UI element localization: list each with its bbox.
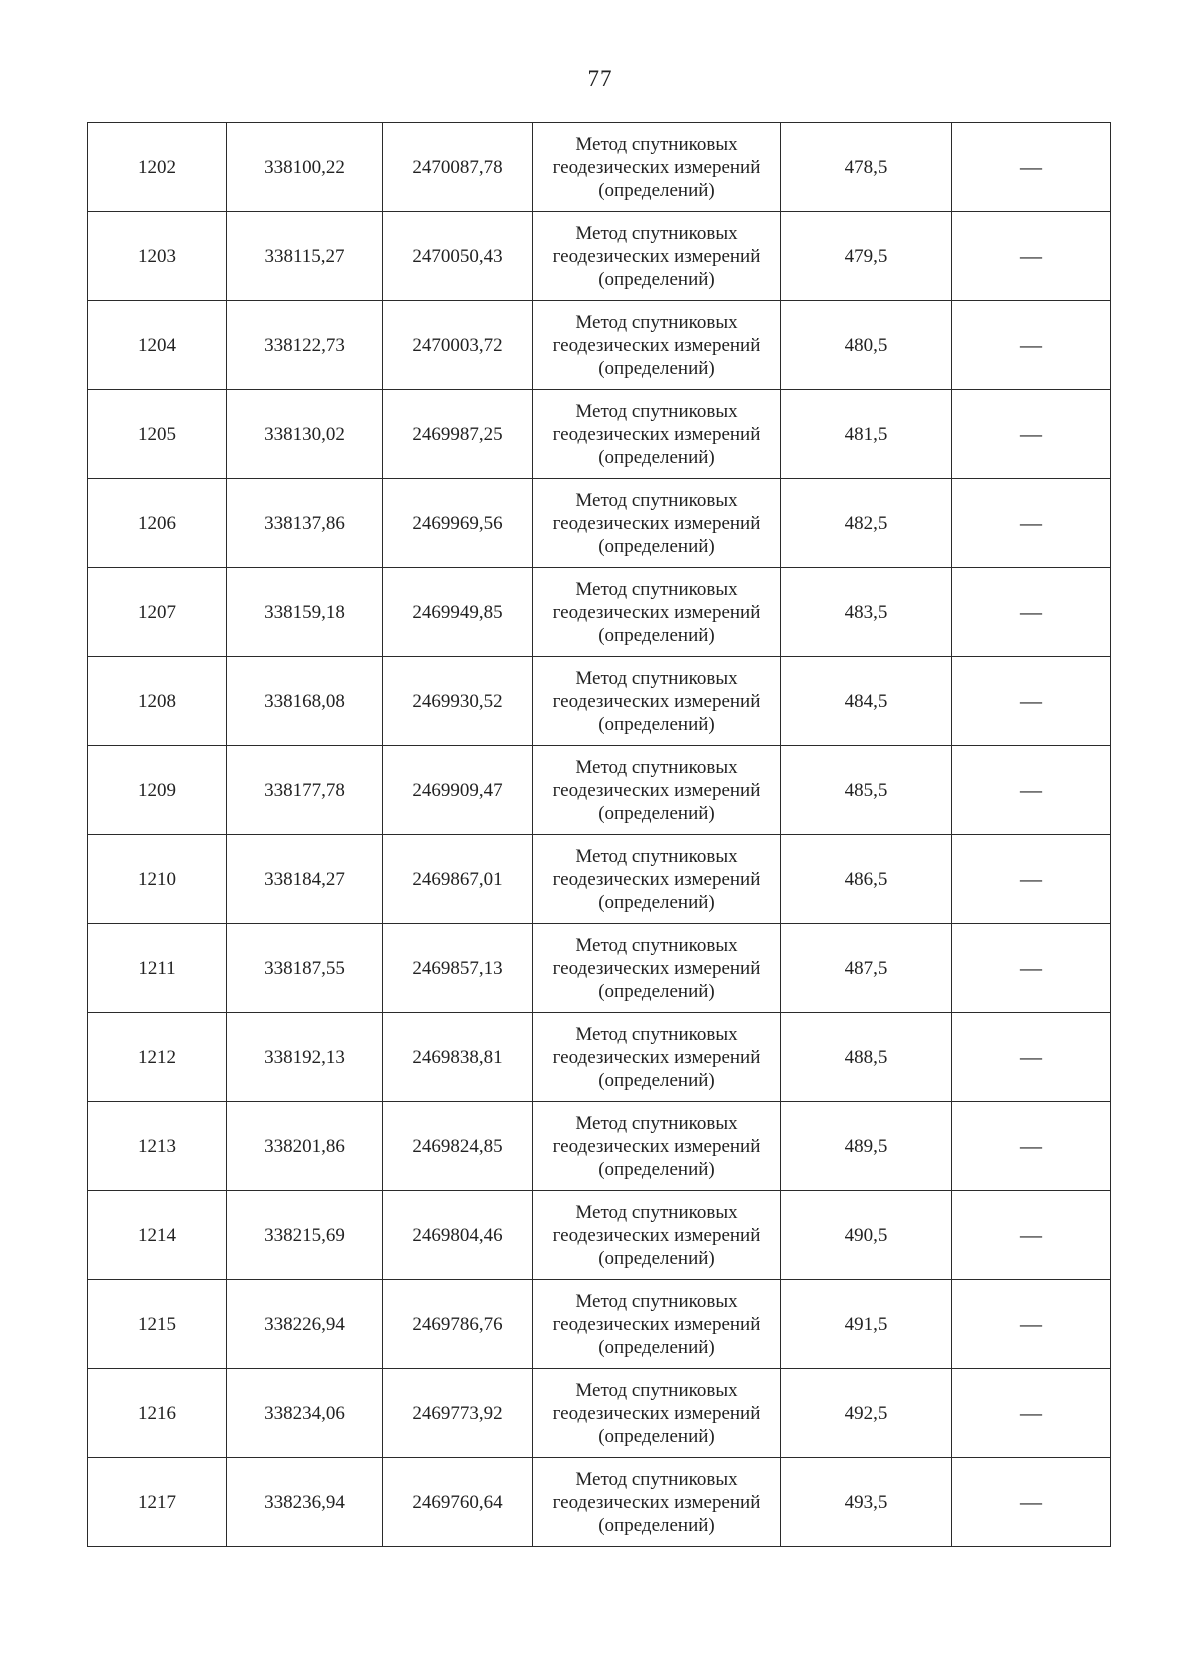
dash-mark: — [1020, 598, 1042, 624]
x-coordinate-cell: 338137,86 [227, 479, 383, 568]
method-cell [533, 1280, 781, 1369]
method-line: Метод спутниковых [575, 1468, 738, 1490]
y-coordinate-cell: 2469909,47 [383, 746, 533, 835]
description-cell [952, 1013, 1111, 1102]
method-line: (определений) [598, 624, 715, 646]
x-coordinate-cell: 338201,86 [227, 1102, 383, 1191]
x-coordinate-cell: 338236,94 [227, 1458, 383, 1547]
method-cell [533, 301, 781, 390]
method-cell [533, 1013, 781, 1102]
accuracy-cell: 487,5 [781, 924, 952, 1013]
table-row [88, 835, 1111, 924]
method-cell [533, 924, 781, 1013]
accuracy-cell: 482,5 [781, 479, 952, 568]
page-number: 77 [587, 66, 613, 91]
dash-mark: — [1020, 954, 1042, 980]
method-line: геодезических измерений [552, 1046, 761, 1068]
description-cell [952, 301, 1111, 390]
method-line: Метод спутниковых [575, 934, 738, 956]
method-line: геодезических измерений [552, 1135, 761, 1157]
accuracy-cell: 479,5 [781, 212, 952, 301]
method-cell [533, 835, 781, 924]
method-line: (определений) [598, 268, 715, 290]
point-number-cell: 1217 [88, 1458, 227, 1547]
y-coordinate-cell: 2469987,25 [383, 390, 533, 479]
y-coordinate-cell: 2469969,56 [383, 479, 533, 568]
y-coordinate-cell: 2469949,85 [383, 568, 533, 657]
method-line: геодезических измерений [552, 1224, 761, 1246]
description-cell [952, 746, 1111, 835]
description-cell [952, 1458, 1111, 1547]
point-number-cell: 1206 [88, 479, 227, 568]
y-coordinate-cell: 2470050,43 [383, 212, 533, 301]
dash-mark: — [1020, 865, 1042, 891]
method-line: Метод спутниковых [575, 845, 738, 867]
table-row [88, 301, 1111, 390]
point-number-cell: 1203 [88, 212, 227, 301]
accuracy-cell: 481,5 [781, 390, 952, 479]
y-coordinate-cell: 2470087,78 [383, 123, 533, 212]
description-cell [952, 390, 1111, 479]
method-line: (определений) [598, 1336, 715, 1358]
method-line: геодезических измерений [552, 1491, 761, 1513]
x-coordinate-cell: 338215,69 [227, 1191, 383, 1280]
accuracy-cell: 483,5 [781, 568, 952, 657]
point-number-cell: 1212 [88, 1013, 227, 1102]
point-number-cell: 1202 [88, 123, 227, 212]
method-line: (определений) [598, 802, 715, 824]
coordinates-table [87, 122, 1111, 1547]
table-row [88, 212, 1111, 301]
method-line: (определений) [598, 980, 715, 1002]
accuracy-cell: 493,5 [781, 1458, 952, 1547]
method-line: (определений) [598, 1158, 715, 1180]
description-cell [952, 924, 1111, 1013]
x-coordinate-cell: 338122,73 [227, 301, 383, 390]
method-line: Метод спутниковых [575, 133, 738, 155]
accuracy-cell: 491,5 [781, 1280, 952, 1369]
method-line: (определений) [598, 357, 715, 379]
description-cell [952, 1102, 1111, 1191]
accuracy-cell: 492,5 [781, 1369, 952, 1458]
table-row [88, 1191, 1111, 1280]
x-coordinate-cell: 338100,22 [227, 123, 383, 212]
y-coordinate-cell: 2469857,13 [383, 924, 533, 1013]
method-cell [533, 123, 781, 212]
point-number-cell: 1208 [88, 657, 227, 746]
method-line: геодезических измерений [552, 156, 761, 178]
dash-mark: — [1020, 509, 1042, 535]
method-line: Метод спутниковых [575, 667, 738, 689]
method-line: геодезических измерений [552, 957, 761, 979]
point-number-cell: 1216 [88, 1369, 227, 1458]
method-line: геодезических измерений [552, 1313, 761, 1335]
method-line: Метод спутниковых [575, 1201, 738, 1223]
y-coordinate-cell: 2469838,81 [383, 1013, 533, 1102]
dash-mark: — [1020, 420, 1042, 446]
y-coordinate-cell: 2469786,76 [383, 1280, 533, 1369]
x-coordinate-cell: 338159,18 [227, 568, 383, 657]
method-cell [533, 568, 781, 657]
dash-mark: — [1020, 1221, 1042, 1247]
point-number-cell: 1205 [88, 390, 227, 479]
dash-mark: — [1020, 687, 1042, 713]
dash-mark: — [1020, 1043, 1042, 1069]
description-cell [952, 568, 1111, 657]
y-coordinate-cell: 2469930,52 [383, 657, 533, 746]
dash-mark: — [1020, 242, 1042, 268]
method-line: геодезических измерений [552, 423, 761, 445]
accuracy-cell: 488,5 [781, 1013, 952, 1102]
description-cell [952, 835, 1111, 924]
point-number-cell: 1214 [88, 1191, 227, 1280]
method-line: Метод спутниковых [575, 400, 738, 422]
table-row [88, 1280, 1111, 1369]
description-cell [952, 1191, 1111, 1280]
method-cell [533, 1369, 781, 1458]
x-coordinate-cell: 338115,27 [227, 212, 383, 301]
description-cell [952, 123, 1111, 212]
method-line: Метод спутниковых [575, 578, 738, 600]
description-cell [952, 479, 1111, 568]
table-row [88, 123, 1111, 212]
method-line: (определений) [598, 446, 715, 468]
description-cell [952, 1280, 1111, 1369]
y-coordinate-cell: 2470003,72 [383, 301, 533, 390]
accuracy-cell: 490,5 [781, 1191, 952, 1280]
point-number-cell: 1213 [88, 1102, 227, 1191]
point-number-cell: 1209 [88, 746, 227, 835]
table-row [88, 1013, 1111, 1102]
dash-mark: — [1020, 776, 1042, 802]
dash-mark: — [1020, 331, 1042, 357]
method-cell [533, 1191, 781, 1280]
description-cell [952, 657, 1111, 746]
accuracy-cell: 486,5 [781, 835, 952, 924]
table-row [88, 657, 1111, 746]
point-number-cell: 1215 [88, 1280, 227, 1369]
accuracy-cell: 484,5 [781, 657, 952, 746]
method-line: Метод спутниковых [575, 1112, 738, 1134]
method-line: Метод спутниковых [575, 1023, 738, 1045]
method-line: Метод спутниковых [575, 311, 738, 333]
table-row [88, 1458, 1111, 1547]
method-line: геодезических измерений [552, 868, 761, 890]
method-line: геодезических измерений [552, 690, 761, 712]
accuracy-cell: 478,5 [781, 123, 952, 212]
method-line: геодезических измерений [552, 512, 761, 534]
table-row [88, 568, 1111, 657]
point-number-cell: 1207 [88, 568, 227, 657]
method-line: (определений) [598, 1069, 715, 1091]
table-row [88, 390, 1111, 479]
method-cell [533, 657, 781, 746]
y-coordinate-cell: 2469824,85 [383, 1102, 533, 1191]
accuracy-cell: 489,5 [781, 1102, 952, 1191]
point-number-cell: 1204 [88, 301, 227, 390]
x-coordinate-cell: 338168,08 [227, 657, 383, 746]
dash-mark: — [1020, 1488, 1042, 1514]
method-line: геодезических измерений [552, 779, 761, 801]
method-line: геодезических измерений [552, 1402, 761, 1424]
point-number-cell: 1210 [88, 835, 227, 924]
dash-mark: — [1020, 1399, 1042, 1425]
method-line: Метод спутниковых [575, 222, 738, 244]
table-body [88, 123, 1111, 1547]
method-line: (определений) [598, 1425, 715, 1447]
x-coordinate-cell: 338177,78 [227, 746, 383, 835]
y-coordinate-cell: 2469867,01 [383, 835, 533, 924]
table-row [88, 1369, 1111, 1458]
table-row [88, 746, 1111, 835]
table-row [88, 479, 1111, 568]
method-line: (определений) [598, 891, 715, 913]
method-line: геодезических измерений [552, 601, 761, 623]
method-line: Метод спутниковых [575, 756, 738, 778]
y-coordinate-cell: 2469773,92 [383, 1369, 533, 1458]
table-row [88, 1102, 1111, 1191]
x-coordinate-cell: 338226,94 [227, 1280, 383, 1369]
method-line: (определений) [598, 1514, 715, 1536]
method-line: Метод спутниковых [575, 1379, 738, 1401]
dash-mark: — [1020, 1310, 1042, 1336]
x-coordinate-cell: 338130,02 [227, 390, 383, 479]
method-cell [533, 746, 781, 835]
method-line: Метод спутниковых [575, 1290, 738, 1312]
point-number-cell: 1211 [88, 924, 227, 1013]
description-cell [952, 212, 1111, 301]
x-coordinate-cell: 338192,13 [227, 1013, 383, 1102]
method-line: (определений) [598, 713, 715, 735]
x-coordinate-cell: 338187,55 [227, 924, 383, 1013]
description-cell [952, 1369, 1111, 1458]
y-coordinate-cell: 2469760,64 [383, 1458, 533, 1547]
method-line: (определений) [598, 535, 715, 557]
method-cell [533, 479, 781, 568]
method-line: (определений) [598, 179, 715, 201]
y-coordinate-cell: 2469804,46 [383, 1191, 533, 1280]
method-line: геодезических измерений [552, 245, 761, 267]
method-line: геодезических измерений [552, 334, 761, 356]
accuracy-cell: 485,5 [781, 746, 952, 835]
method-line: (определений) [598, 1247, 715, 1269]
accuracy-cell: 480,5 [781, 301, 952, 390]
x-coordinate-cell: 338234,06 [227, 1369, 383, 1458]
table-row [88, 924, 1111, 1013]
method-cell [533, 1458, 781, 1547]
dash-mark: — [1020, 1132, 1042, 1158]
dash-mark: — [1020, 153, 1042, 179]
x-coordinate-cell: 338184,27 [227, 835, 383, 924]
method-cell [533, 212, 781, 301]
method-cell [533, 1102, 781, 1191]
method-cell [533, 390, 781, 479]
method-line: Метод спутниковых [575, 489, 738, 511]
